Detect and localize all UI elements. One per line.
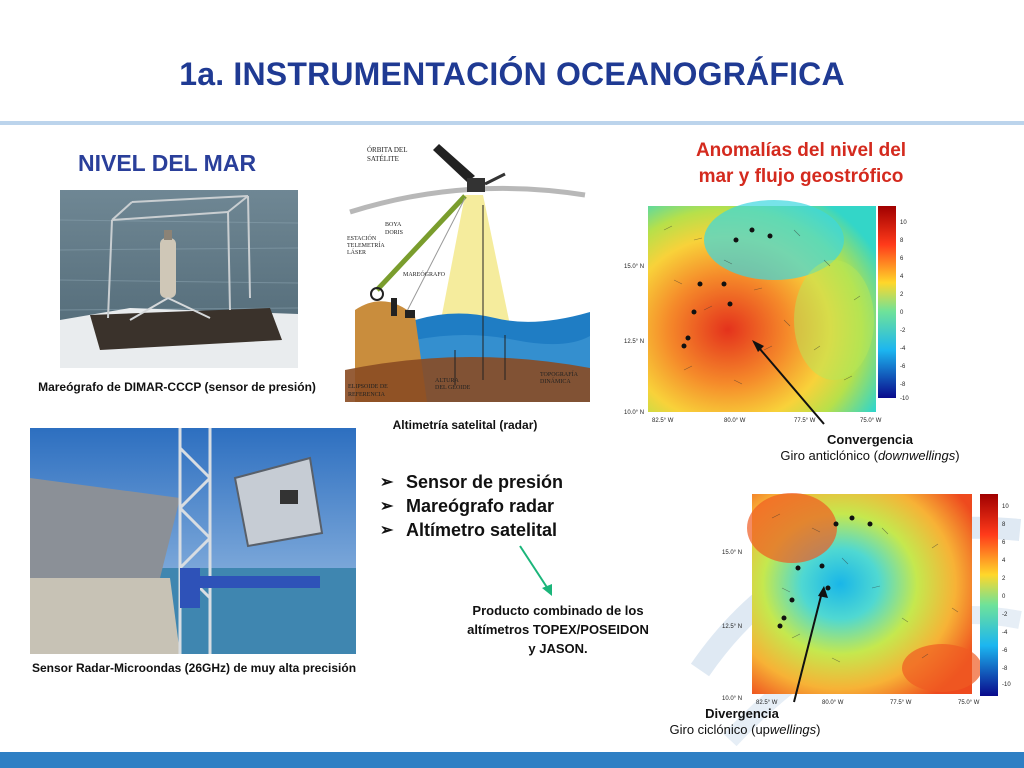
convergence-title: Convergencia bbox=[827, 432, 913, 447]
altimetry-caption: Altimetría satelital (radar) bbox=[392, 418, 538, 432]
colorbar-tick: 6 bbox=[1002, 540, 1006, 546]
doris-label: DORIS bbox=[385, 230, 404, 236]
lat-tick: 15.0° N bbox=[722, 550, 743, 556]
arrow-bullet-icon: ➢ bbox=[380, 522, 394, 539]
colorbar-tick: 0 bbox=[1002, 594, 1006, 600]
lat-tick: 10.0° N bbox=[722, 696, 743, 702]
colorbar-tick: -4 bbox=[900, 346, 906, 352]
altimetry-diagram bbox=[345, 140, 590, 402]
ellipsoid-label-2: REFERENCIA bbox=[348, 392, 386, 398]
tide-gauge-photo bbox=[60, 190, 298, 368]
section-heading: NIVEL DEL MAR bbox=[78, 150, 257, 176]
title-divider bbox=[0, 121, 1024, 125]
geoid-label-1: ALTURA bbox=[435, 378, 459, 384]
colorbar-tick: 8 bbox=[1002, 522, 1006, 528]
ellipsoid-label-1: ELIPSOIDE DE bbox=[348, 384, 388, 390]
colorbar-tick: -8 bbox=[900, 382, 906, 388]
lat-tick: 10.0° N bbox=[624, 410, 645, 416]
divergence-description: Giro ciclónico (upwellings) bbox=[669, 722, 821, 737]
lon-tick: 75.0° W bbox=[958, 700, 980, 706]
lat-tick: 12.5° N bbox=[722, 624, 743, 630]
colorbar-tick: 10 bbox=[900, 220, 907, 226]
colorbar-tick: -2 bbox=[900, 328, 906, 334]
arrow-bullet-icon: ➢ bbox=[380, 498, 394, 515]
list-item: ➢ Sensor de presión bbox=[380, 471, 564, 492]
colorbar-tick: 8 bbox=[900, 238, 904, 244]
geoid-label-2: DEL GEOIDE bbox=[435, 385, 471, 391]
topography-label-1: TOPOGRAFÍA bbox=[540, 372, 578, 378]
colorbar-tick: -10 bbox=[1002, 682, 1011, 688]
topography-label-2: DINÁMICA bbox=[540, 379, 571, 385]
orbit-label-1: ÓRBITA DEL bbox=[367, 146, 408, 154]
lon-tick: 80.0° W bbox=[822, 700, 844, 706]
colorbar-tick: 4 bbox=[900, 274, 904, 280]
colorbar-tick: -4 bbox=[1002, 630, 1008, 636]
lon-tick: 82.5° W bbox=[756, 700, 778, 706]
station-label-1: ESTACIÓN bbox=[347, 236, 377, 242]
lon-tick: 80.0° W bbox=[724, 418, 746, 424]
map-heading: Anomalías del nivel del mar y flujo geostrófico bbox=[695, 140, 907, 187]
colorbar-tick: -6 bbox=[900, 364, 906, 370]
convergence-description: Giro anticlónico (downwellings) bbox=[780, 448, 960, 463]
lon-tick: 75.0° W bbox=[860, 418, 882, 424]
lat-tick: 12.5° N bbox=[624, 339, 645, 345]
down-arrow-icon bbox=[510, 540, 560, 600]
colorbar-tick: 2 bbox=[1002, 576, 1006, 582]
colorbar-tick: 10 bbox=[1002, 504, 1009, 510]
radar-caption: Sensor Radar-Microondas (26GHz) de muy alta precisión bbox=[31, 661, 357, 675]
tide-gauge-label: MAREÓGRAFO bbox=[403, 272, 446, 278]
lat-tick: 15.0° N bbox=[624, 264, 645, 270]
slide-title: 1a. INSTRUMENTACIÓN OCEANOGRÁFICA bbox=[179, 56, 845, 92]
instrument-list bbox=[380, 470, 563, 542]
combined-product-note: Producto combinado de los altímetros TOPEX/POSEIDON y JASON. bbox=[467, 603, 649, 656]
station-label-2: TELEMETRÍA bbox=[347, 243, 385, 249]
colorbar-tick: -2 bbox=[1002, 612, 1008, 618]
lon-tick: 77.5° W bbox=[890, 700, 912, 706]
colorbar-tick: 2 bbox=[900, 292, 904, 298]
sea-level-map-convergence bbox=[624, 200, 920, 425]
colorbar-tick: 4 bbox=[1002, 558, 1006, 564]
lon-tick: 77.5° W bbox=[794, 418, 816, 424]
footer-bar bbox=[0, 752, 1024, 768]
sea-level-map-divergence bbox=[722, 488, 1024, 706]
list-item: ➢ Mareógrafo radar bbox=[380, 495, 555, 516]
colorbar-tick: 6 bbox=[900, 256, 904, 262]
divergence-title: Divergencia bbox=[705, 706, 779, 721]
radar-sensor-photo bbox=[30, 428, 356, 654]
colorbar-tick: -8 bbox=[1002, 666, 1008, 672]
tide-gauge-caption: Mareógrafo de DIMAR-CCCP (sensor de presión) bbox=[38, 380, 316, 394]
station-label-3: LÁSER bbox=[347, 250, 367, 256]
orbit-label-2: SATÉLITE bbox=[367, 155, 399, 163]
arrow-bullet-icon: ➢ bbox=[380, 474, 394, 491]
colorbar-tick: -10 bbox=[900, 396, 909, 402]
colorbar-tick: -6 bbox=[1002, 648, 1008, 654]
list-item: ➢ Altímetro satelital bbox=[380, 519, 558, 540]
lon-tick: 82.5° W bbox=[652, 418, 674, 424]
boya-label: BOYA bbox=[385, 222, 402, 228]
colorbar-tick: 0 bbox=[900, 310, 904, 316]
